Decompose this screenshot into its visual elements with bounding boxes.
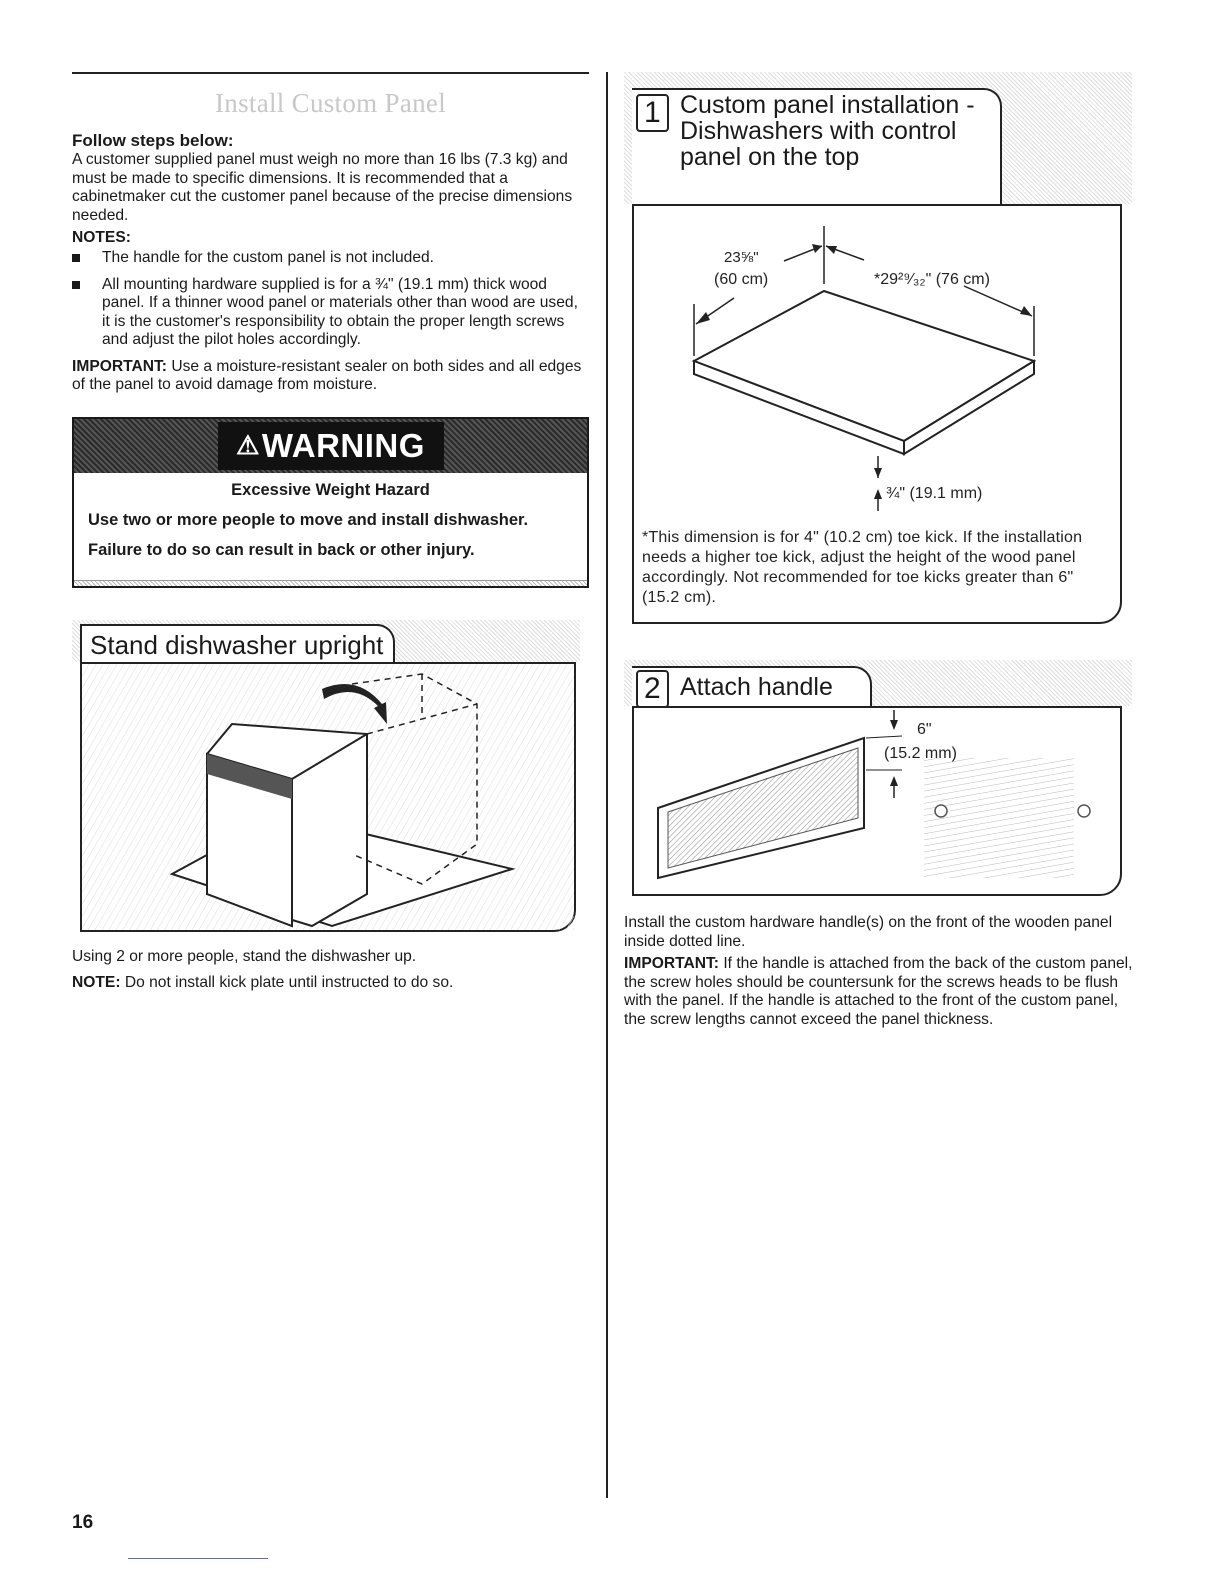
warning-body bbox=[74, 473, 587, 580]
step-1-title bbox=[680, 92, 975, 170]
warning-line-1: Use two or more people to move and install dishwasher. bbox=[88, 510, 529, 529]
column-divider bbox=[606, 72, 608, 1498]
stand-upright-section bbox=[72, 620, 580, 932]
stand-note-label: NOTE: bbox=[72, 974, 121, 991]
stand-caption: Using 2 or more people, stand the dishwasher up. bbox=[72, 947, 417, 965]
step-2-header bbox=[624, 660, 1132, 706]
stand-note bbox=[72, 974, 589, 993]
step-1-header bbox=[624, 72, 1132, 204]
important-text: Use a moisture-resistant sealer on both sides and all edges of the panel to avoid damage from moisture. bbox=[72, 357, 582, 393]
dim-width-label: 23⅝" bbox=[724, 249, 759, 266]
list-item: All mounting hardware supplied is for a ¾" (19.1 mm) thick wood panel. If a thinner wood panel or materials other than wood are used, it is the customer's responsibility to obtain the proper length screws and adjust the pilot holes accordingly. bbox=[72, 276, 589, 350]
right-column bbox=[624, 72, 1140, 1029]
top-rule bbox=[72, 72, 589, 74]
warning-line-2: Failure to do so can result in back or other injury. bbox=[88, 540, 475, 559]
step-2-section bbox=[624, 660, 1140, 896]
dishwasher-upright-drawing bbox=[82, 664, 574, 930]
step-1-number-box bbox=[636, 94, 673, 132]
notes-list bbox=[72, 249, 589, 350]
important-paragraph bbox=[72, 358, 589, 395]
step-2-important bbox=[624, 955, 1140, 1029]
stand-upright-title: Stand dishwasher upright bbox=[90, 629, 384, 660]
handle-placement-drawing bbox=[634, 708, 1120, 894]
step-2-important-text: If the handle is attached from the back of the custom panel, the screw holes should be countersunk for the screws heads to be flush with the panel. If the handle is attached to the front of the custom panel, the screw lengths cannot exceed the panel thickness. bbox=[624, 955, 1133, 1028]
stand-upright-illustration bbox=[80, 662, 576, 932]
important-label: IMPORTANT: bbox=[72, 357, 167, 375]
section-title: Install Custom Panel bbox=[215, 88, 446, 118]
step-2-important-label: IMPORTANT: bbox=[624, 955, 719, 972]
warning-label bbox=[218, 422, 444, 470]
step-1-number: 1 bbox=[636, 94, 669, 132]
panel-dimension-drawing bbox=[634, 206, 1120, 516]
footer-line bbox=[128, 1558, 268, 1559]
stand-upright-header bbox=[72, 620, 580, 662]
warning-box bbox=[72, 417, 589, 588]
warning-banner bbox=[74, 419, 587, 473]
dim-height-label: *29²⁹⁄₃₂" (76 cm) bbox=[874, 271, 990, 288]
step-1-title-line-3: panel on the top bbox=[680, 143, 860, 171]
warning-footer bbox=[74, 580, 587, 586]
notes-label: NOTES: bbox=[72, 229, 131, 246]
left-column bbox=[72, 72, 589, 993]
warning-hazard: Excessive Weight Hazard bbox=[231, 480, 430, 499]
list-item: The handle for the custom panel is not included. bbox=[72, 249, 589, 268]
step-1-illustration bbox=[632, 204, 1122, 624]
step-1-title-line-2: Dishwashers with control bbox=[680, 117, 957, 145]
step-2-number: 2 bbox=[636, 670, 669, 708]
step-1-footnote: *This dimension is for 4" (10.2 cm) toe kick. If the installation needs a higher toe kick, adjust the height of the wood panel accordingly. Not recommended for toe kicks greater than 6" (15.2 cm). bbox=[642, 529, 1083, 606]
handle-dim-label: 6" bbox=[917, 721, 932, 738]
warning-title: WARNING bbox=[261, 426, 425, 464]
stand-note-text: Do not install kick plate until instructed to do so. bbox=[120, 974, 454, 991]
step-2-title: Attach handle bbox=[680, 673, 833, 701]
handle-dim-metric-label: (15.2 mm) bbox=[884, 745, 957, 762]
dim-thickness-label: ¾" (19.1 mm) bbox=[886, 485, 983, 502]
step-2-caption: Install the custom hardware handle(s) on the front of the wooden panel inside dotted line. bbox=[624, 914, 1113, 950]
step-2-illustration bbox=[632, 706, 1122, 896]
step-1-title-line-1: Custom panel installation - bbox=[680, 91, 975, 119]
warning-icon: ⚠ bbox=[236, 430, 260, 460]
step-1-section bbox=[624, 72, 1140, 624]
page-number: 16 bbox=[72, 1512, 94, 1533]
dim-width-metric-label: (60 cm) bbox=[714, 271, 769, 288]
intro-paragraph: A customer supplied panel must weigh no more than 16 lbs (7.3 kg) and must be made to specific dimensions. It is recommended that a cabinetmaker cut the customer panel because of the precise dimensions needed. bbox=[72, 151, 573, 224]
stand-upright-tab bbox=[80, 624, 395, 662]
step-2-number-box bbox=[636, 670, 673, 708]
subhead: Follow steps below: bbox=[72, 131, 234, 150]
